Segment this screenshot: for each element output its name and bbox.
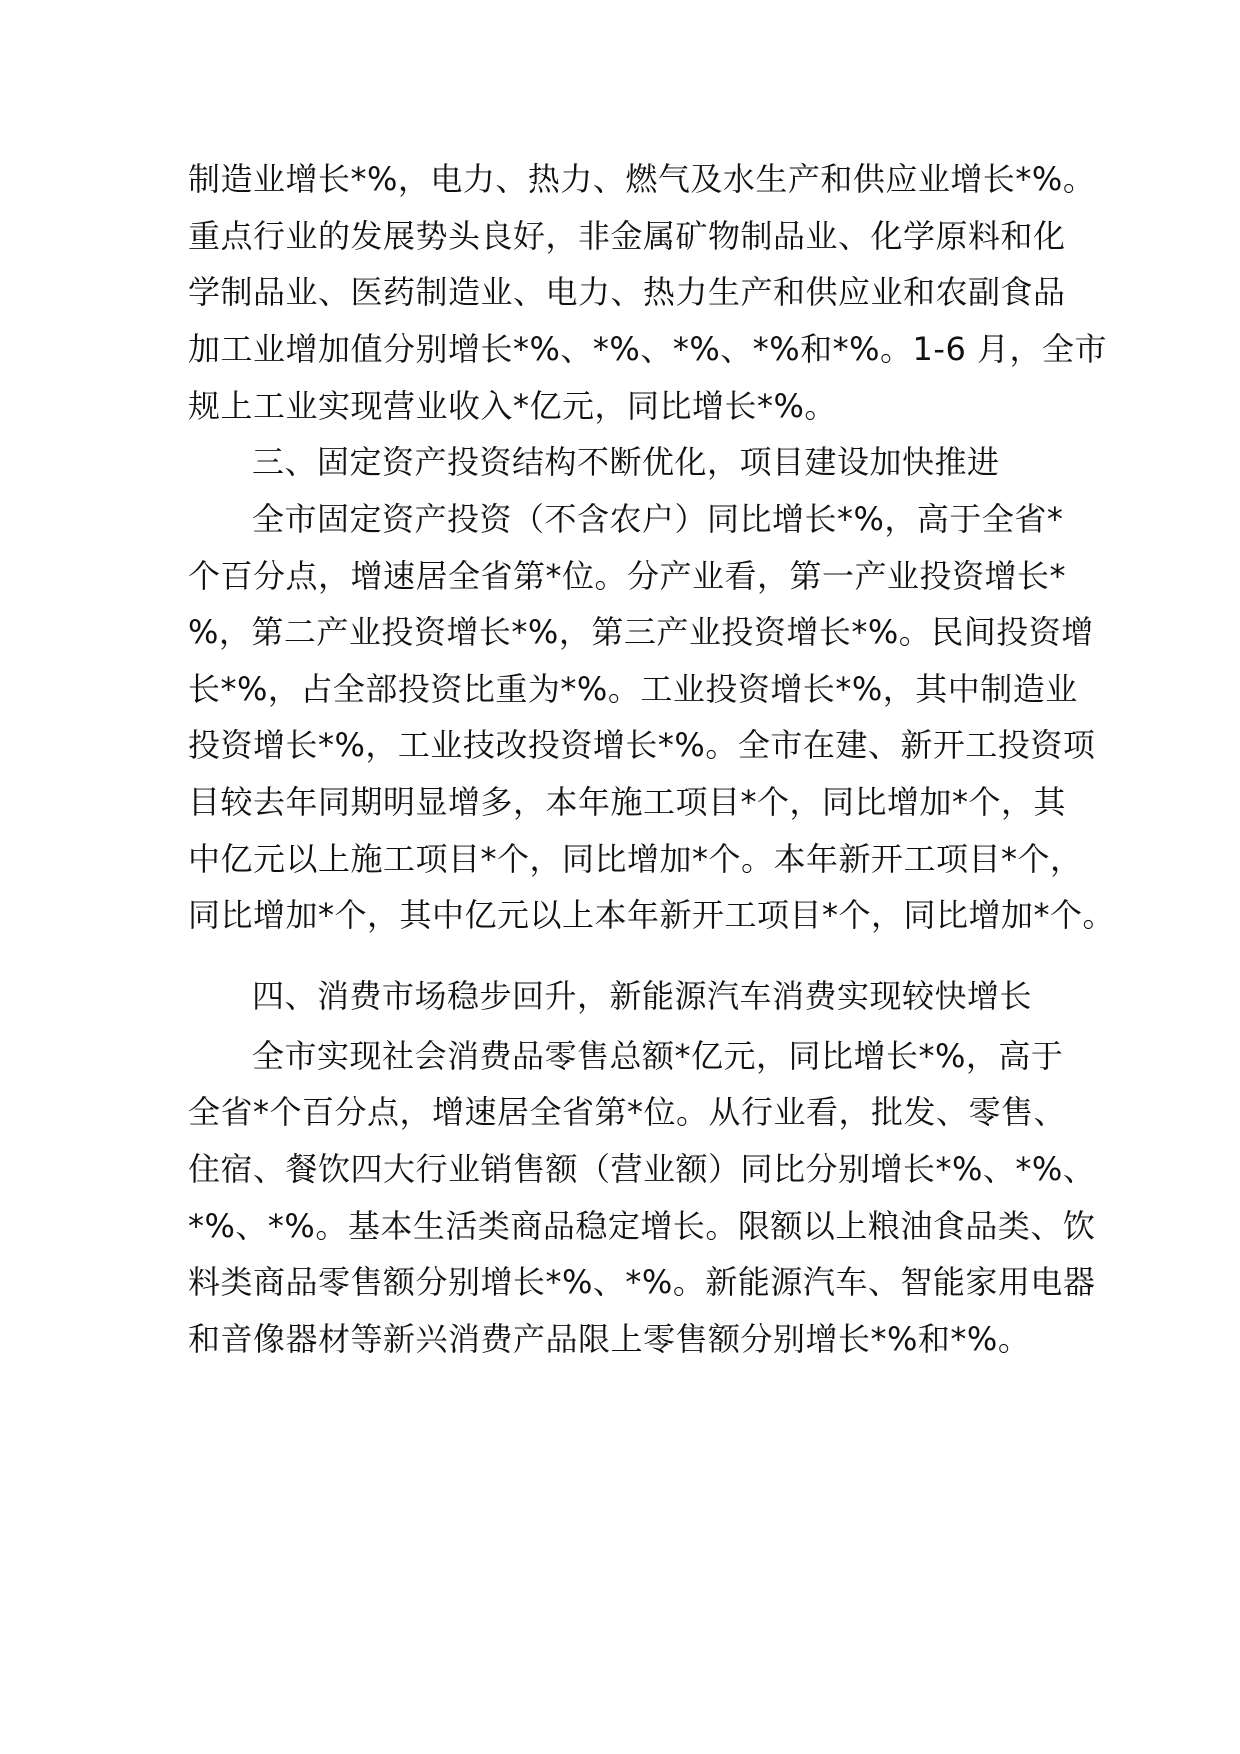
text-line: 规上工业实现营业收入*亿元，同比增长*%。 bbox=[188, 387, 837, 425]
text-line: 全市实现社会消费品零售总额*亿元，同比增长*%，高于 bbox=[252, 1037, 1064, 1075]
text-line: 制造业增长*%，电力、热力、燃气及水生产和供应业增长*%。 bbox=[188, 160, 1096, 198]
text-line: 个百分点，增速居全省第*位。分产业看，第一产业投资增长* bbox=[188, 557, 1067, 595]
text-line: 中亿元以上施工项目*个，同比增加*个。本年新开工项目*个， bbox=[188, 840, 1083, 878]
section-heading: 三、固定资产投资结构不断优化，项目建设加快推进 bbox=[252, 443, 1000, 481]
text-line: 料类商品零售额分别增长*%、*%。新能源汽车、智能家用电器 bbox=[188, 1263, 1096, 1301]
text-line: 全市固定资产投资（不含农户）同比增长*%，高于全省* bbox=[252, 500, 1064, 538]
text-line: 长*%，占全部投资比重为*%。工业投资增长*%，其中制造业 bbox=[188, 670, 1078, 708]
text-line: 加工业增加值分别增长*%、*%、*%、*%和*%。1-6 月，全市 bbox=[188, 330, 1107, 368]
section-heading: 四、消费市场稳步回升，新能源汽车消费实现较快增长 bbox=[252, 977, 1033, 1015]
text-line: 住宿、餐饮四大行业销售额（营业额）同比分别增长*%、*%、 bbox=[188, 1150, 1096, 1188]
text-line: 全省*个百分点，增速居全省第*位。从行业看，批发、零售、 bbox=[188, 1093, 1067, 1131]
text-line: 学制品业、医药制造业、电力、热力生产和供应业和农副食品 bbox=[188, 273, 1066, 311]
text-line: 目较去年同期明显增多，本年施工项目*个，同比增加*个，其 bbox=[188, 783, 1067, 821]
text-line: 投资增长*%，工业技改投资增长*%。全市在建、新开工投资项 bbox=[188, 726, 1096, 764]
text-line: 和音像器材等新兴消费产品限上零售额分别增长*%和*%。 bbox=[188, 1320, 1031, 1358]
text-line: *%、*%。基本生活类商品稳定增长。限额以上粮油食品类、饮 bbox=[188, 1207, 1096, 1245]
text-line: 同比增加*个，其中亿元以上本年新开工项目*个，同比增加*个。 bbox=[188, 896, 1116, 934]
text-line: 重点行业的发展势头良好，非金属矿物制品业、化学原料和化 bbox=[188, 217, 1066, 255]
text-line: %，第二产业投资增长*%，第三产业投资增长*%。民间投资增 bbox=[188, 613, 1094, 651]
